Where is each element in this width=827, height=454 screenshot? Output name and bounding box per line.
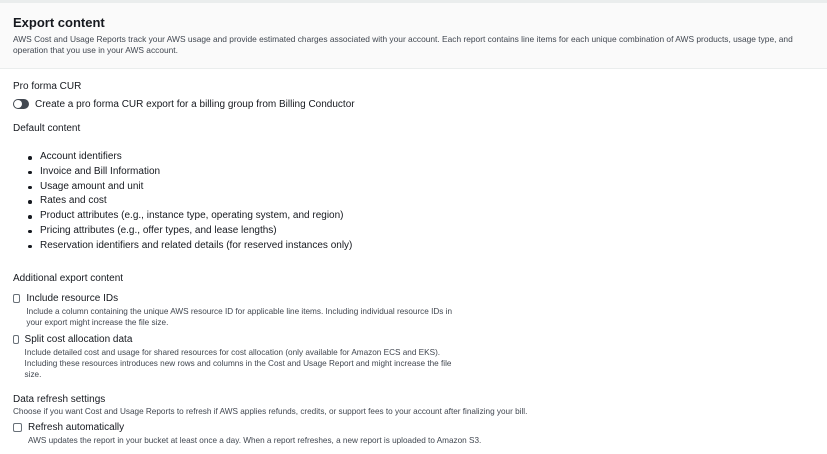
split-cost-checkbox[interactable] <box>13 335 19 344</box>
toggle-knob <box>14 100 22 108</box>
list-item: Invoice and Bill Information <box>26 165 352 180</box>
pro-forma-toggle-row[interactable] <box>13 98 355 110</box>
list-item: Usage amount and unit <box>26 180 352 195</box>
include-resource-ids-title: Include resource IDs <box>26 293 119 304</box>
additional-export-label: Additional export content <box>13 273 124 284</box>
list-item: Product attributes (e.g., instance type, operating system, and region) <box>26 209 352 224</box>
include-resource-ids-checkbox[interactable] <box>13 294 20 303</box>
refresh-automatically-checkbox[interactable] <box>13 423 22 432</box>
include-resource-ids-option[interactable] <box>13 293 463 328</box>
refresh-automatically-title: Refresh automatically <box>28 422 125 433</box>
split-cost-title: Split cost allocation data <box>24 334 133 345</box>
split-cost-description: Include detailed cost and usage for shared resources for cost allocation (only available for Amazon ECS and EKS). Including these resources introduces new rows and columns in the Cost and Usage Report and might increase the file size. <box>24 348 452 379</box>
pro-forma-toggle-label: Create a pro forma CUR export for a billing group from Billing Conductor <box>35 98 355 110</box>
page-title: Export content <box>13 15 105 30</box>
data-refresh-hint: Choose if you want Cost and Usage Reports to refresh if AWS applies refunds, credits, or support fees to your account after finalizing your bill. <box>13 407 528 416</box>
section-header <box>0 3 827 69</box>
list-item: Account identifiers <box>26 150 352 165</box>
split-cost-option[interactable] <box>13 334 463 380</box>
include-resource-ids-description: Include a column containing the unique AWS resource ID for applicable line items. Including individual resource IDs in your export might increase the file size. <box>26 307 453 327</box>
section-description: AWS Cost and Usage Reports track your AWS usage and provide estimated charges associated with your account. Each report contains line items for each unique combination of AWS products, usage type, and operation that you use in your AWS account. <box>13 34 793 55</box>
default-content-label: Default content <box>13 123 81 134</box>
refresh-automatically-option[interactable] <box>13 422 613 446</box>
list-item: Pricing attributes (e.g., offer types, and lease lengths) <box>26 224 352 239</box>
pro-forma-toggle[interactable] <box>13 99 29 109</box>
default-content-list <box>26 150 352 254</box>
refresh-automatically-description: AWS updates the report in your bucket at least once a day. When a report refreshes, a new report is uploaded to Amazon S3. <box>28 436 482 445</box>
list-item: Reservation identifiers and related details (for reserved instances only) <box>26 239 352 254</box>
data-refresh-label: Data refresh settings <box>13 394 106 405</box>
pro-forma-label: Pro forma CUR <box>13 81 82 92</box>
list-item: Rates and cost <box>26 194 352 209</box>
